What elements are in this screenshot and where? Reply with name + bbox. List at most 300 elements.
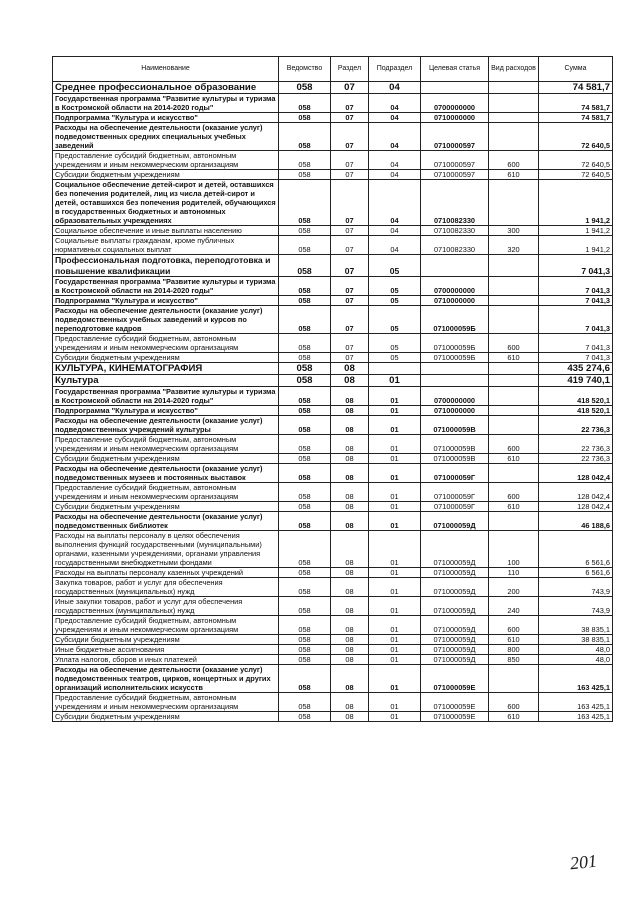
cell-expense-type bbox=[489, 375, 539, 387]
cell-expense-type: 100 bbox=[489, 531, 539, 568]
table-row bbox=[53, 334, 613, 353]
cell-department: 058 bbox=[279, 712, 331, 722]
cell-department: 058 bbox=[279, 635, 331, 645]
cell-department: 058 bbox=[279, 180, 331, 226]
cell-expense-type: 600 bbox=[489, 334, 539, 353]
cell-expense-type bbox=[489, 94, 539, 113]
cell-section: 08 bbox=[331, 693, 369, 712]
cell-target-article: 071000059Е bbox=[421, 665, 489, 693]
table-row bbox=[53, 435, 613, 454]
cell-department: 058 bbox=[279, 113, 331, 123]
cell-target-article: 071000059Г bbox=[421, 464, 489, 483]
cell-name: Культура bbox=[53, 375, 279, 387]
cell-section: 08 bbox=[331, 665, 369, 693]
cell-expense-type: 850 bbox=[489, 655, 539, 665]
cell-expense-type: 600 bbox=[489, 616, 539, 635]
cell-department: 058 bbox=[279, 693, 331, 712]
cell-target-article: 071000059Б bbox=[421, 306, 489, 334]
cell-expense-type: 600 bbox=[489, 693, 539, 712]
cell-department: 058 bbox=[279, 435, 331, 454]
cell-department: 058 bbox=[279, 82, 331, 94]
cell-department: 058 bbox=[279, 363, 331, 375]
cell-section: 08 bbox=[331, 363, 369, 375]
budget-table-sheet bbox=[52, 56, 613, 722]
cell-amount: 418 520,1 bbox=[539, 406, 613, 416]
cell-name: Иные закупки товаров, работ и услуг для обеспечения государственных (муниципальных) нужд bbox=[53, 597, 279, 616]
cell-subsection: 01 bbox=[369, 406, 421, 416]
cell-name: Государственная программа "Развитие культуры и туризма в Костромской области на 2014-2020 годы" bbox=[53, 94, 279, 113]
cell-target-article: 071000059Д bbox=[421, 597, 489, 616]
cell-name: Социальное обеспечение и иные выплаты населению bbox=[53, 226, 279, 236]
cell-expense-type bbox=[489, 406, 539, 416]
cell-section: 07 bbox=[331, 180, 369, 226]
cell-amount: 22 736,3 bbox=[539, 454, 613, 464]
cell-amount: 7 041,3 bbox=[539, 255, 613, 277]
table-row bbox=[53, 635, 613, 645]
cell-name: Социальные выплаты гражданам, кроме публичных нормативных социальных выплат bbox=[53, 236, 279, 255]
cell-department: 058 bbox=[279, 616, 331, 635]
cell-subsection: 04 bbox=[369, 236, 421, 255]
cell-subsection: 01 bbox=[369, 387, 421, 406]
table-row bbox=[53, 306, 613, 334]
cell-target-article: 071000059Б bbox=[421, 334, 489, 353]
cell-subsection: 01 bbox=[369, 712, 421, 722]
cell-name: Расходы на обеспечение деятельности (оказание услуг) подведомственных учреждений культуры bbox=[53, 416, 279, 435]
cell-section: 07 bbox=[331, 94, 369, 113]
cell-department: 058 bbox=[279, 416, 331, 435]
cell-amount: 72 640,5 bbox=[539, 151, 613, 170]
cell-amount: 7 041,3 bbox=[539, 334, 613, 353]
cell-subsection: 01 bbox=[369, 568, 421, 578]
cell-department: 058 bbox=[279, 665, 331, 693]
cell-expense-type: 610 bbox=[489, 353, 539, 363]
cell-section: 08 bbox=[331, 616, 369, 635]
cell-amount: 1 941,2 bbox=[539, 236, 613, 255]
cell-amount: 163 425,1 bbox=[539, 665, 613, 693]
table-row bbox=[53, 712, 613, 722]
cell-target-article: 0710000597 bbox=[421, 123, 489, 151]
cell-amount: 1 941,2 bbox=[539, 180, 613, 226]
budget-table bbox=[52, 56, 613, 722]
cell-expense-type: 110 bbox=[489, 568, 539, 578]
cell-subsection: 04 bbox=[369, 123, 421, 151]
cell-section: 08 bbox=[331, 435, 369, 454]
cell-subsection: 01 bbox=[369, 512, 421, 531]
page-number: 201 bbox=[568, 850, 598, 874]
table-row bbox=[53, 406, 613, 416]
cell-department: 058 bbox=[279, 568, 331, 578]
cell-target-article: 071000059Д bbox=[421, 512, 489, 531]
cell-expense-type: 610 bbox=[489, 170, 539, 180]
cell-department: 058 bbox=[279, 645, 331, 655]
cell-subsection: 01 bbox=[369, 693, 421, 712]
cell-target-article: 0710000000 bbox=[421, 406, 489, 416]
cell-expense-type bbox=[489, 277, 539, 296]
cell-expense-type: 600 bbox=[489, 151, 539, 170]
cell-expense-type bbox=[489, 387, 539, 406]
cell-amount: 128 042,4 bbox=[539, 502, 613, 512]
cell-amount: 74 581,7 bbox=[539, 82, 613, 94]
cell-department: 058 bbox=[279, 655, 331, 665]
cell-section: 08 bbox=[331, 645, 369, 655]
cell-section: 07 bbox=[331, 353, 369, 363]
cell-subsection: 05 bbox=[369, 353, 421, 363]
table-row bbox=[53, 353, 613, 363]
cell-name: Предоставление субсидий бюджетным, автономным учреждениям и иным некоммерческим организациям bbox=[53, 151, 279, 170]
cell-subsection: 01 bbox=[369, 597, 421, 616]
table-row bbox=[53, 416, 613, 435]
cell-subsection: 01 bbox=[369, 531, 421, 568]
cell-target-article: 071000059Г bbox=[421, 502, 489, 512]
cell-department: 058 bbox=[279, 226, 331, 236]
table-row bbox=[53, 82, 613, 94]
cell-section: 07 bbox=[331, 236, 369, 255]
cell-name: Расходы на обеспечение деятельности (оказание услуг) подведомственных библиотек bbox=[53, 512, 279, 531]
cell-expense-type bbox=[489, 665, 539, 693]
cell-section: 08 bbox=[331, 375, 369, 387]
cell-amount: 38 835,1 bbox=[539, 616, 613, 635]
cell-amount: 38 835,1 bbox=[539, 635, 613, 645]
cell-amount: 163 425,1 bbox=[539, 693, 613, 712]
cell-amount: 7 041,3 bbox=[539, 353, 613, 363]
header-department: Ведомство bbox=[279, 57, 331, 82]
table-row bbox=[53, 665, 613, 693]
cell-section: 08 bbox=[331, 568, 369, 578]
cell-amount: 48,0 bbox=[539, 655, 613, 665]
cell-expense-type bbox=[489, 363, 539, 375]
cell-section: 07 bbox=[331, 170, 369, 180]
table-row bbox=[53, 180, 613, 226]
cell-department: 058 bbox=[279, 255, 331, 277]
cell-section: 08 bbox=[331, 531, 369, 568]
table-row bbox=[53, 531, 613, 568]
cell-department: 058 bbox=[279, 597, 331, 616]
cell-subsection: 01 bbox=[369, 502, 421, 512]
cell-target-article: 071000059Б bbox=[421, 353, 489, 363]
cell-name: Расходы на выплаты персоналу казенных учреждений bbox=[53, 568, 279, 578]
table-row bbox=[53, 363, 613, 375]
table-row bbox=[53, 512, 613, 531]
cell-expense-type bbox=[489, 123, 539, 151]
header-amount: Сумма bbox=[539, 57, 613, 82]
cell-expense-type: 300 bbox=[489, 226, 539, 236]
cell-section: 08 bbox=[331, 655, 369, 665]
table-body bbox=[53, 82, 613, 722]
header-target-article: Целевая статья bbox=[421, 57, 489, 82]
cell-section: 08 bbox=[331, 483, 369, 502]
cell-department: 058 bbox=[279, 123, 331, 151]
cell-name: Расходы на обеспечение деятельности (оказание услуг) подведомственных театров, цирков, концертных и других организаций исполнительских искусств bbox=[53, 665, 279, 693]
cell-section: 08 bbox=[331, 387, 369, 406]
table-row bbox=[53, 123, 613, 151]
cell-name: Государственная программа "Развитие культуры и туризма в Костромской области на 2014-2020 годы" bbox=[53, 387, 279, 406]
cell-name: Социальное обеспечение детей-сирот и детей, оставшихся без попечения родителей, лиц из числа детей-сирот и детей, оставшихся без попечения родителей, обучающихся в государственных бюджетных и автономных образовательных учреждениях bbox=[53, 180, 279, 226]
cell-amount: 7 041,3 bbox=[539, 306, 613, 334]
cell-name: Закупка товаров, работ и услуг для обеспечения государственных (муниципальных) нужд bbox=[53, 578, 279, 597]
cell-section: 08 bbox=[331, 464, 369, 483]
cell-department: 058 bbox=[279, 464, 331, 483]
cell-target-article: 0710000000 bbox=[421, 113, 489, 123]
cell-amount: 418 520,1 bbox=[539, 387, 613, 406]
cell-target-article bbox=[421, 363, 489, 375]
cell-target-article: 0710082330 bbox=[421, 236, 489, 255]
cell-subsection: 05 bbox=[369, 255, 421, 277]
table-row bbox=[53, 296, 613, 306]
cell-expense-type bbox=[489, 113, 539, 123]
cell-name: Иные бюджетные ассигнования bbox=[53, 645, 279, 655]
cell-section: 07 bbox=[331, 306, 369, 334]
cell-subsection: 04 bbox=[369, 170, 421, 180]
cell-department: 058 bbox=[279, 94, 331, 113]
cell-section: 08 bbox=[331, 578, 369, 597]
cell-expense-type: 240 bbox=[489, 597, 539, 616]
cell-name: Предоставление субсидий бюджетным, автономным учреждениям и иным некоммерческим организациям bbox=[53, 616, 279, 635]
table-row bbox=[53, 483, 613, 502]
cell-subsection: 05 bbox=[369, 296, 421, 306]
cell-name: Субсидии бюджетным учреждениям bbox=[53, 454, 279, 464]
table-row bbox=[53, 113, 613, 123]
cell-section: 08 bbox=[331, 454, 369, 464]
cell-target-article bbox=[421, 82, 489, 94]
cell-amount: 72 640,5 bbox=[539, 170, 613, 180]
cell-target-article bbox=[421, 375, 489, 387]
cell-department: 058 bbox=[279, 306, 331, 334]
cell-name: Расходы на обеспечение деятельности (оказание услуг) подведомственных учебных заведений и курсов по переподготовке кадров bbox=[53, 306, 279, 334]
cell-section: 07 bbox=[331, 277, 369, 296]
cell-target-article: 071000059Д bbox=[421, 616, 489, 635]
cell-subsection: 01 bbox=[369, 435, 421, 454]
cell-amount: 743,9 bbox=[539, 597, 613, 616]
cell-target-article: 071000059Е bbox=[421, 712, 489, 722]
cell-name: Расходы на выплаты персоналу в целях обеспечения выполнения функций государственными (муниципальными) органами, казенными учреждениями, органами управления государственными внебюджетными фондами bbox=[53, 531, 279, 568]
cell-expense-type: 600 bbox=[489, 483, 539, 502]
cell-name: Расходы на обеспечение деятельности (оказание услуг) подведомственных музеев и постоянных выставок bbox=[53, 464, 279, 483]
cell-amount: 48,0 bbox=[539, 645, 613, 655]
cell-target-article: 071000059В bbox=[421, 416, 489, 435]
cell-expense-type bbox=[489, 464, 539, 483]
cell-subsection: 01 bbox=[369, 616, 421, 635]
cell-target-article: 071000059Г bbox=[421, 483, 489, 502]
cell-expense-type bbox=[489, 512, 539, 531]
cell-subsection: 01 bbox=[369, 454, 421, 464]
header-expense-type: Вид расходов bbox=[489, 57, 539, 82]
cell-section: 08 bbox=[331, 512, 369, 531]
cell-section: 08 bbox=[331, 416, 369, 435]
cell-target-article: 0710000597 bbox=[421, 151, 489, 170]
cell-section: 07 bbox=[331, 226, 369, 236]
cell-department: 058 bbox=[279, 512, 331, 531]
cell-department: 058 bbox=[279, 151, 331, 170]
cell-section: 07 bbox=[331, 255, 369, 277]
cell-subsection: 04 bbox=[369, 94, 421, 113]
cell-department: 058 bbox=[279, 387, 331, 406]
cell-name: Подпрограмма "Культура и искусство" bbox=[53, 113, 279, 123]
cell-subsection: 01 bbox=[369, 483, 421, 502]
cell-amount: 435 274,6 bbox=[539, 363, 613, 375]
cell-department: 058 bbox=[279, 406, 331, 416]
cell-subsection: 04 bbox=[369, 82, 421, 94]
cell-amount: 163 425,1 bbox=[539, 712, 613, 722]
cell-department: 058 bbox=[279, 483, 331, 502]
cell-target-article: 071000059В bbox=[421, 454, 489, 464]
cell-expense-type: 610 bbox=[489, 712, 539, 722]
cell-target-article: 071000059Д bbox=[421, 645, 489, 655]
table-row bbox=[53, 226, 613, 236]
cell-expense-type: 200 bbox=[489, 578, 539, 597]
cell-name: Подпрограмма "Культура и искусство" bbox=[53, 296, 279, 306]
cell-department: 058 bbox=[279, 334, 331, 353]
cell-amount: 22 736,3 bbox=[539, 435, 613, 454]
cell-name: Государственная программа "Развитие культуры и туризма в Костромской области на 2014-2020 годы" bbox=[53, 277, 279, 296]
cell-department: 058 bbox=[279, 277, 331, 296]
cell-expense-type: 610 bbox=[489, 502, 539, 512]
cell-subsection: 04 bbox=[369, 180, 421, 226]
table-row bbox=[53, 387, 613, 406]
cell-name: Предоставление субсидий бюджетным, автономным учреждениям и иным некоммерческим организациям bbox=[53, 334, 279, 353]
table-row bbox=[53, 94, 613, 113]
table-row bbox=[53, 375, 613, 387]
cell-amount: 22 736,3 bbox=[539, 416, 613, 435]
cell-subsection: 01 bbox=[369, 375, 421, 387]
cell-department: 058 bbox=[279, 353, 331, 363]
table-row bbox=[53, 502, 613, 512]
cell-name: Субсидии бюджетным учреждениям bbox=[53, 502, 279, 512]
cell-name: Подпрограмма "Культура и искусство" bbox=[53, 406, 279, 416]
table-row bbox=[53, 578, 613, 597]
cell-target-article: 0710000000 bbox=[421, 296, 489, 306]
header-subsection: Подраздел bbox=[369, 57, 421, 82]
table-row bbox=[53, 255, 613, 277]
cell-amount: 46 188,6 bbox=[539, 512, 613, 531]
cell-name: Уплата налогов, сборов и иных платежей bbox=[53, 655, 279, 665]
table-row bbox=[53, 645, 613, 655]
table-row bbox=[53, 693, 613, 712]
cell-department: 058 bbox=[279, 454, 331, 464]
cell-department: 058 bbox=[279, 236, 331, 255]
cell-expense-type: 610 bbox=[489, 635, 539, 645]
cell-name: Субсидии бюджетным учреждениям bbox=[53, 353, 279, 363]
cell-department: 058 bbox=[279, 502, 331, 512]
cell-subsection bbox=[369, 363, 421, 375]
cell-expense-type bbox=[489, 416, 539, 435]
cell-subsection: 05 bbox=[369, 277, 421, 296]
cell-target-article: 0710082330 bbox=[421, 226, 489, 236]
cell-expense-type: 610 bbox=[489, 454, 539, 464]
cell-subsection: 04 bbox=[369, 151, 421, 170]
cell-name: Расходы на обеспечение деятельности (оказание услуг) подведомственных средних специальных учебных заведений bbox=[53, 123, 279, 151]
cell-section: 07 bbox=[331, 82, 369, 94]
cell-amount: 6 561,6 bbox=[539, 531, 613, 568]
table-row bbox=[53, 568, 613, 578]
cell-section: 08 bbox=[331, 406, 369, 416]
cell-amount: 1 941,2 bbox=[539, 226, 613, 236]
cell-amount: 7 041,3 bbox=[539, 296, 613, 306]
cell-section: 07 bbox=[331, 123, 369, 151]
cell-department: 058 bbox=[279, 531, 331, 568]
cell-name: Субсидии бюджетным учреждениям bbox=[53, 635, 279, 645]
cell-name: Предоставление субсидий бюджетным, автономным учреждениям и иным некоммерческим организациям bbox=[53, 483, 279, 502]
cell-subsection: 04 bbox=[369, 113, 421, 123]
cell-target-article: 071000059В bbox=[421, 435, 489, 454]
cell-name: Предоставление субсидий бюджетным, автономным учреждениям и иным некоммерческим организациям bbox=[53, 435, 279, 454]
cell-amount: 72 640,5 bbox=[539, 123, 613, 151]
cell-subsection: 05 bbox=[369, 334, 421, 353]
cell-target-article: 0700000000 bbox=[421, 94, 489, 113]
cell-subsection: 01 bbox=[369, 665, 421, 693]
table-row bbox=[53, 616, 613, 635]
cell-subsection: 01 bbox=[369, 578, 421, 597]
table-row bbox=[53, 597, 613, 616]
cell-name: КУЛЬТУРА, КИНЕМАТОГРАФИЯ bbox=[53, 363, 279, 375]
cell-section: 08 bbox=[331, 502, 369, 512]
cell-department: 058 bbox=[279, 578, 331, 597]
table-row bbox=[53, 277, 613, 296]
cell-subsection: 04 bbox=[369, 226, 421, 236]
cell-name: Субсидии бюджетным учреждениям bbox=[53, 170, 279, 180]
cell-department: 058 bbox=[279, 375, 331, 387]
cell-department: 058 bbox=[279, 170, 331, 180]
cell-subsection: 05 bbox=[369, 306, 421, 334]
cell-amount: 6 561,6 bbox=[539, 568, 613, 578]
cell-section: 07 bbox=[331, 113, 369, 123]
cell-target-article: 071000059Д bbox=[421, 531, 489, 568]
cell-target-article: 071000059Е bbox=[421, 693, 489, 712]
cell-target-article: 0700000000 bbox=[421, 387, 489, 406]
cell-name: Субсидии бюджетным учреждениям bbox=[53, 712, 279, 722]
cell-expense-type bbox=[489, 82, 539, 94]
cell-amount: 74 581,7 bbox=[539, 113, 613, 123]
cell-target-article: 0700000000 bbox=[421, 277, 489, 296]
cell-name: Предоставление субсидий бюджетным, автономным учреждениям и иным некоммерческим организациям bbox=[53, 693, 279, 712]
cell-section: 07 bbox=[331, 151, 369, 170]
cell-expense-type: 600 bbox=[489, 435, 539, 454]
cell-expense-type: 320 bbox=[489, 236, 539, 255]
cell-subsection: 01 bbox=[369, 635, 421, 645]
cell-subsection: 01 bbox=[369, 655, 421, 665]
table-row bbox=[53, 464, 613, 483]
table-row bbox=[53, 454, 613, 464]
table-row bbox=[53, 151, 613, 170]
cell-section: 08 bbox=[331, 712, 369, 722]
cell-section: 08 bbox=[331, 635, 369, 645]
cell-amount: 128 042,4 bbox=[539, 464, 613, 483]
cell-expense-type bbox=[489, 180, 539, 226]
cell-target-article: 071000059Д bbox=[421, 655, 489, 665]
cell-subsection: 01 bbox=[369, 645, 421, 655]
header-name: Наименование bbox=[53, 57, 279, 82]
cell-amount: 743,9 bbox=[539, 578, 613, 597]
cell-section: 07 bbox=[331, 334, 369, 353]
cell-target-article: 071000059Д bbox=[421, 635, 489, 645]
cell-expense-type: 800 bbox=[489, 645, 539, 655]
cell-subsection: 01 bbox=[369, 464, 421, 483]
cell-expense-type bbox=[489, 306, 539, 334]
header-section: Раздел bbox=[331, 57, 369, 82]
cell-target-article: 0710000597 bbox=[421, 170, 489, 180]
cell-amount: 7 041,3 bbox=[539, 277, 613, 296]
cell-expense-type bbox=[489, 255, 539, 277]
cell-expense-type bbox=[489, 296, 539, 306]
cell-target-article: 0710082330 bbox=[421, 180, 489, 226]
cell-subsection: 01 bbox=[369, 416, 421, 435]
table-row bbox=[53, 655, 613, 665]
cell-target-article: 071000059Д bbox=[421, 578, 489, 597]
cell-name: Среднее профессиональное образование bbox=[53, 82, 279, 94]
cell-target-article: 071000059Д bbox=[421, 568, 489, 578]
cell-amount: 419 740,1 bbox=[539, 375, 613, 387]
cell-amount: 74 581,7 bbox=[539, 94, 613, 113]
cell-section: 07 bbox=[331, 296, 369, 306]
